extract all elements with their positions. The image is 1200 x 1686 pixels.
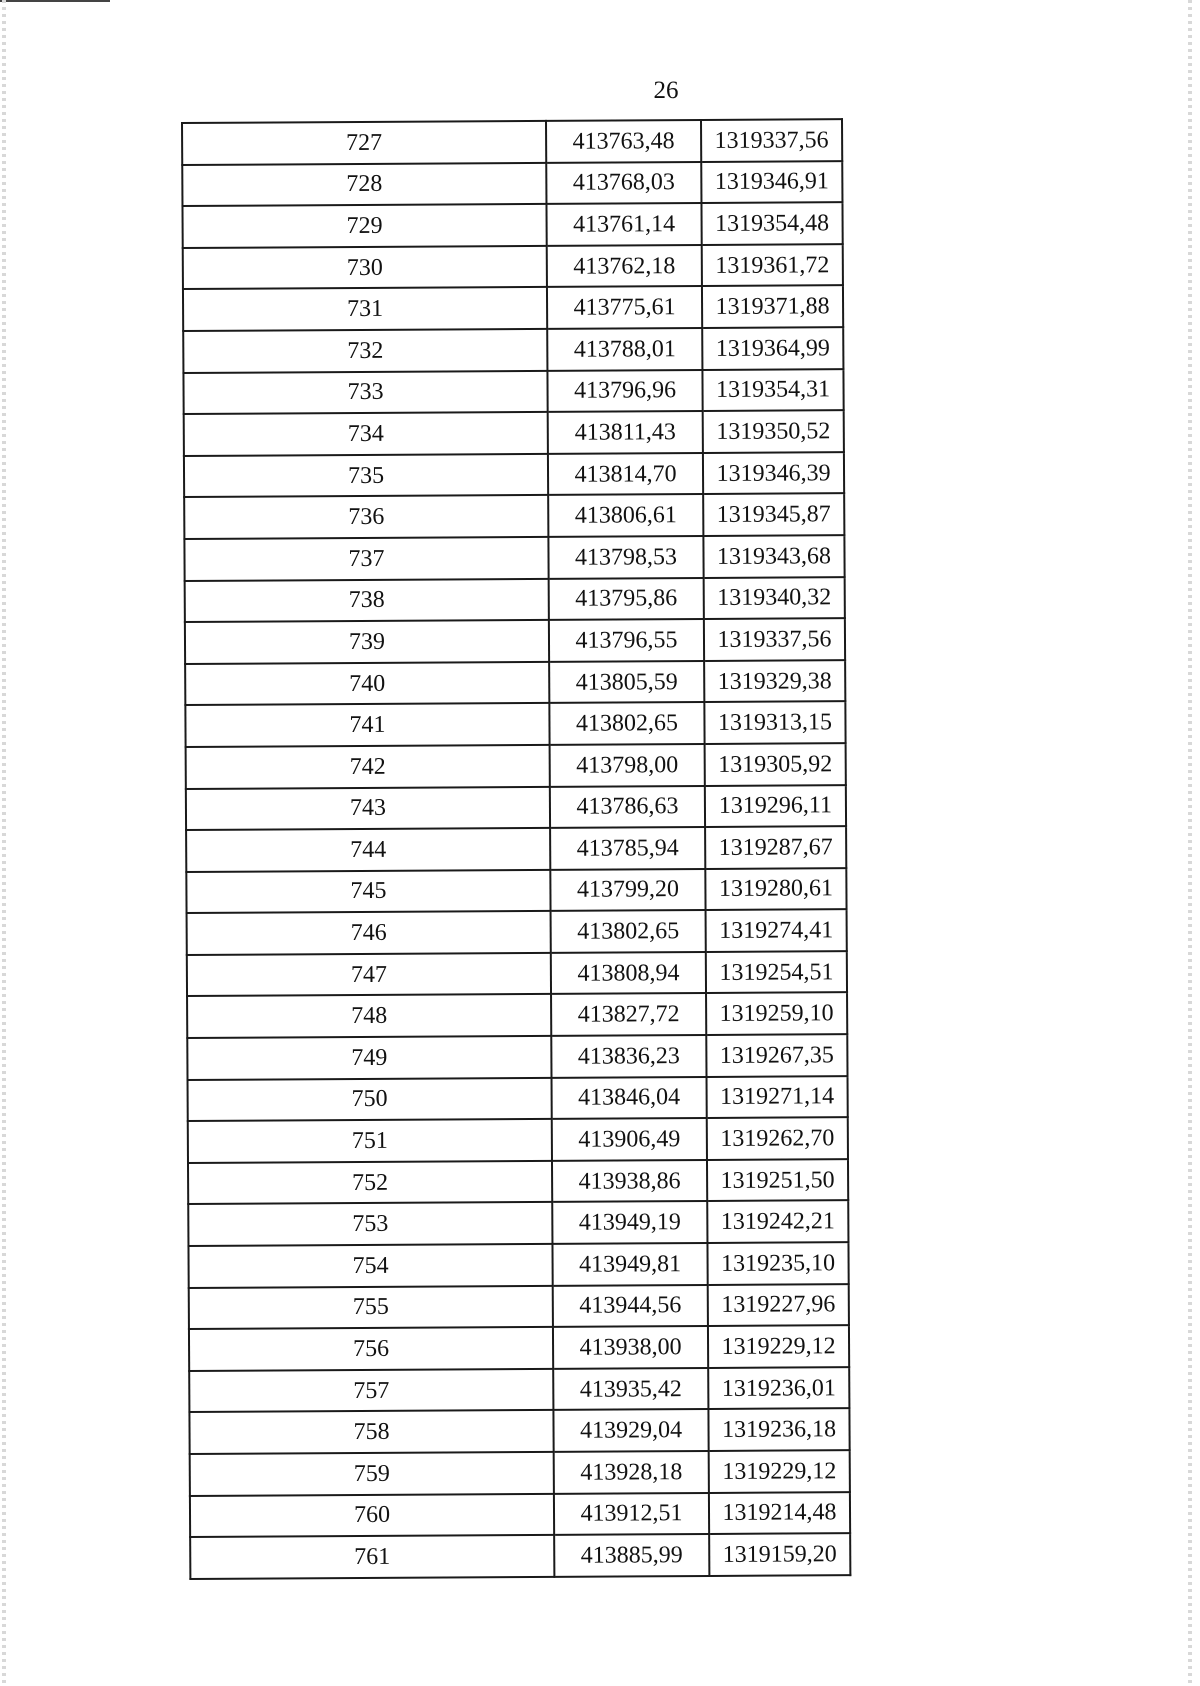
x-coordinate-cell: 413806,61 (548, 494, 703, 536)
x-coordinate-cell: 413935,42 (553, 1368, 708, 1410)
x-coordinate-cell: 413885,99 (554, 1534, 709, 1576)
table-row (188, 1159, 848, 1204)
table-row (182, 202, 842, 247)
y-coordinate-cell: 1319354,31 (702, 369, 843, 411)
x-coordinate-cell: 413938,86 (552, 1160, 707, 1202)
x-coordinate-cell: 413786,63 (550, 785, 705, 827)
point-number-cell: 749 (187, 1036, 551, 1080)
coordinates-table-wrapper (181, 118, 851, 1580)
y-coordinate-cell: 1319329,38 (704, 660, 845, 702)
point-number-cell: 740 (185, 662, 549, 706)
x-coordinate-cell: 413788,01 (547, 328, 702, 370)
table-row (189, 1367, 849, 1412)
y-coordinate-cell: 1319364,99 (702, 327, 843, 369)
y-coordinate-cell: 1319337,56 (704, 618, 845, 660)
point-number-cell: 752 (188, 1161, 552, 1205)
x-coordinate-cell: 413811,43 (548, 411, 703, 453)
scan-edge-right (1188, 0, 1192, 1686)
x-coordinate-cell: 413762,18 (547, 245, 702, 287)
x-coordinate-cell: 413798,53 (548, 536, 703, 578)
table-row (185, 577, 845, 622)
y-coordinate-cell: 1319274,41 (706, 909, 847, 951)
x-coordinate-cell: 413802,65 (549, 702, 704, 744)
y-coordinate-cell: 1319214,48 (709, 1492, 850, 1534)
y-coordinate-cell: 1319280,61 (705, 868, 846, 910)
table-row (187, 909, 847, 954)
table-row (183, 327, 843, 372)
table-row (190, 1533, 850, 1578)
point-number-cell: 745 (186, 870, 550, 914)
table-row (189, 1284, 849, 1329)
table-row (185, 701, 845, 746)
x-coordinate-cell: 413802,65 (551, 910, 706, 952)
table-row (186, 743, 846, 788)
point-number-cell: 758 (189, 1410, 553, 1454)
table-row (185, 618, 845, 663)
y-coordinate-cell: 1319159,20 (709, 1533, 850, 1575)
table-row (183, 369, 843, 414)
y-coordinate-cell: 1319242,21 (707, 1201, 848, 1243)
coordinates-table-body (182, 119, 850, 1579)
point-number-cell: 731 (183, 287, 547, 331)
y-coordinate-cell: 1319346,91 (701, 161, 842, 203)
table-row (185, 660, 845, 705)
y-coordinate-cell: 1319236,01 (708, 1367, 849, 1409)
x-coordinate-cell: 413798,00 (550, 744, 705, 786)
x-coordinate-cell: 413796,96 (547, 370, 702, 412)
table-row (184, 535, 844, 580)
table-row (189, 1325, 849, 1370)
table-row (183, 244, 843, 289)
table-row (184, 410, 844, 455)
point-number-cell: 761 (190, 1535, 554, 1579)
point-number-cell: 754 (188, 1244, 552, 1288)
point-number-cell: 730 (183, 246, 547, 290)
table-row (187, 1034, 847, 1079)
point-number-cell: 751 (188, 1119, 552, 1163)
x-coordinate-cell: 413763,48 (546, 120, 701, 162)
x-coordinate-cell: 413836,23 (551, 1035, 706, 1077)
x-coordinate-cell: 413768,03 (546, 162, 701, 204)
scan-corner-mark (0, 0, 110, 2)
x-coordinate-cell: 413775,61 (547, 286, 702, 328)
table-row (186, 826, 846, 871)
table-row (188, 1242, 848, 1287)
table-row (186, 785, 846, 830)
coordinates-table (181, 118, 851, 1580)
x-coordinate-cell: 413949,81 (552, 1243, 707, 1285)
point-number-cell: 728 (182, 162, 546, 206)
y-coordinate-cell: 1319236,18 (708, 1409, 849, 1451)
point-number-cell: 750 (188, 1078, 552, 1122)
x-coordinate-cell: 413912,51 (554, 1493, 709, 1535)
point-number-cell: 727 (182, 121, 546, 165)
point-number-cell: 736 (184, 495, 548, 539)
y-coordinate-cell: 1319227,96 (708, 1284, 849, 1326)
point-number-cell: 737 (184, 537, 548, 581)
y-coordinate-cell: 1319229,12 (709, 1450, 850, 1492)
y-coordinate-cell: 1319350,52 (703, 410, 844, 452)
x-coordinate-cell: 413795,86 (549, 578, 704, 620)
point-number-cell: 739 (185, 620, 549, 664)
table-row (188, 1076, 848, 1121)
x-coordinate-cell: 413814,70 (548, 453, 703, 495)
table-row (188, 1117, 848, 1162)
y-coordinate-cell: 1319371,88 (702, 286, 843, 328)
point-number-cell: 738 (185, 578, 549, 622)
y-coordinate-cell: 1319267,35 (706, 1034, 847, 1076)
point-number-cell: 742 (186, 745, 550, 789)
y-coordinate-cell: 1319271,14 (707, 1076, 848, 1118)
x-coordinate-cell: 413827,72 (551, 993, 706, 1035)
point-number-cell: 760 (190, 1493, 554, 1537)
point-number-cell: 748 (187, 994, 551, 1038)
x-coordinate-cell: 413799,20 (550, 869, 705, 911)
y-coordinate-cell: 1319262,70 (707, 1117, 848, 1159)
point-number-cell: 729 (182, 204, 546, 248)
point-number-cell: 741 (185, 703, 549, 747)
point-number-cell: 755 (189, 1286, 553, 1330)
y-coordinate-cell: 1319343,68 (703, 535, 844, 577)
point-number-cell: 743 (186, 786, 550, 830)
x-coordinate-cell: 413949,19 (552, 1201, 707, 1243)
x-coordinate-cell: 413808,94 (551, 952, 706, 994)
table-row (182, 119, 842, 164)
page-number: 26 (653, 77, 679, 104)
y-coordinate-cell: 1319254,51 (706, 951, 847, 993)
x-coordinate-cell: 413761,14 (546, 203, 701, 245)
x-coordinate-cell: 413928,18 (554, 1451, 709, 1493)
y-coordinate-cell: 1319235,10 (707, 1242, 848, 1284)
table-row (183, 286, 843, 331)
point-number-cell: 746 (187, 911, 551, 955)
y-coordinate-cell: 1319296,11 (705, 785, 846, 827)
x-coordinate-cell: 413929,04 (553, 1409, 708, 1451)
x-coordinate-cell: 413785,94 (550, 827, 705, 869)
y-coordinate-cell: 1319361,72 (702, 244, 843, 286)
x-coordinate-cell: 413796,55 (549, 619, 704, 661)
point-number-cell: 753 (188, 1202, 552, 1246)
x-coordinate-cell: 413906,49 (552, 1118, 707, 1160)
x-coordinate-cell: 413944,56 (553, 1285, 708, 1327)
point-number-cell: 734 (184, 412, 548, 456)
point-number-cell: 732 (183, 329, 547, 373)
table-row (186, 868, 846, 913)
table-row (189, 1409, 849, 1454)
y-coordinate-cell: 1319259,10 (706, 993, 847, 1035)
y-coordinate-cell: 1319340,32 (704, 577, 845, 619)
point-number-cell: 744 (186, 828, 550, 872)
y-coordinate-cell: 1319287,67 (705, 826, 846, 868)
table-row (187, 993, 847, 1038)
table-row (190, 1450, 850, 1495)
table-row (182, 161, 842, 206)
x-coordinate-cell: 413805,59 (549, 661, 704, 703)
y-coordinate-cell: 1319345,87 (703, 494, 844, 536)
scan-edge-left (2, 0, 6, 1686)
point-number-cell: 759 (190, 1452, 554, 1496)
y-coordinate-cell: 1319346,39 (703, 452, 844, 494)
x-coordinate-cell: 413938,00 (553, 1326, 708, 1368)
point-number-cell: 747 (187, 953, 551, 997)
table-row (188, 1201, 848, 1246)
y-coordinate-cell: 1319251,50 (707, 1159, 848, 1201)
y-coordinate-cell: 1319229,12 (708, 1325, 849, 1367)
point-number-cell: 757 (189, 1369, 553, 1413)
y-coordinate-cell: 1319305,92 (705, 743, 846, 785)
point-number-cell: 756 (189, 1327, 553, 1371)
x-coordinate-cell: 413846,04 (552, 1077, 707, 1119)
table-row (184, 494, 844, 539)
y-coordinate-cell: 1319313,15 (704, 701, 845, 743)
point-number-cell: 733 (183, 370, 547, 414)
table-row (187, 951, 847, 996)
y-coordinate-cell: 1319337,56 (701, 119, 842, 161)
table-row (184, 452, 844, 497)
table-row (190, 1492, 850, 1537)
y-coordinate-cell: 1319354,48 (701, 202, 842, 244)
point-number-cell: 735 (184, 454, 548, 498)
